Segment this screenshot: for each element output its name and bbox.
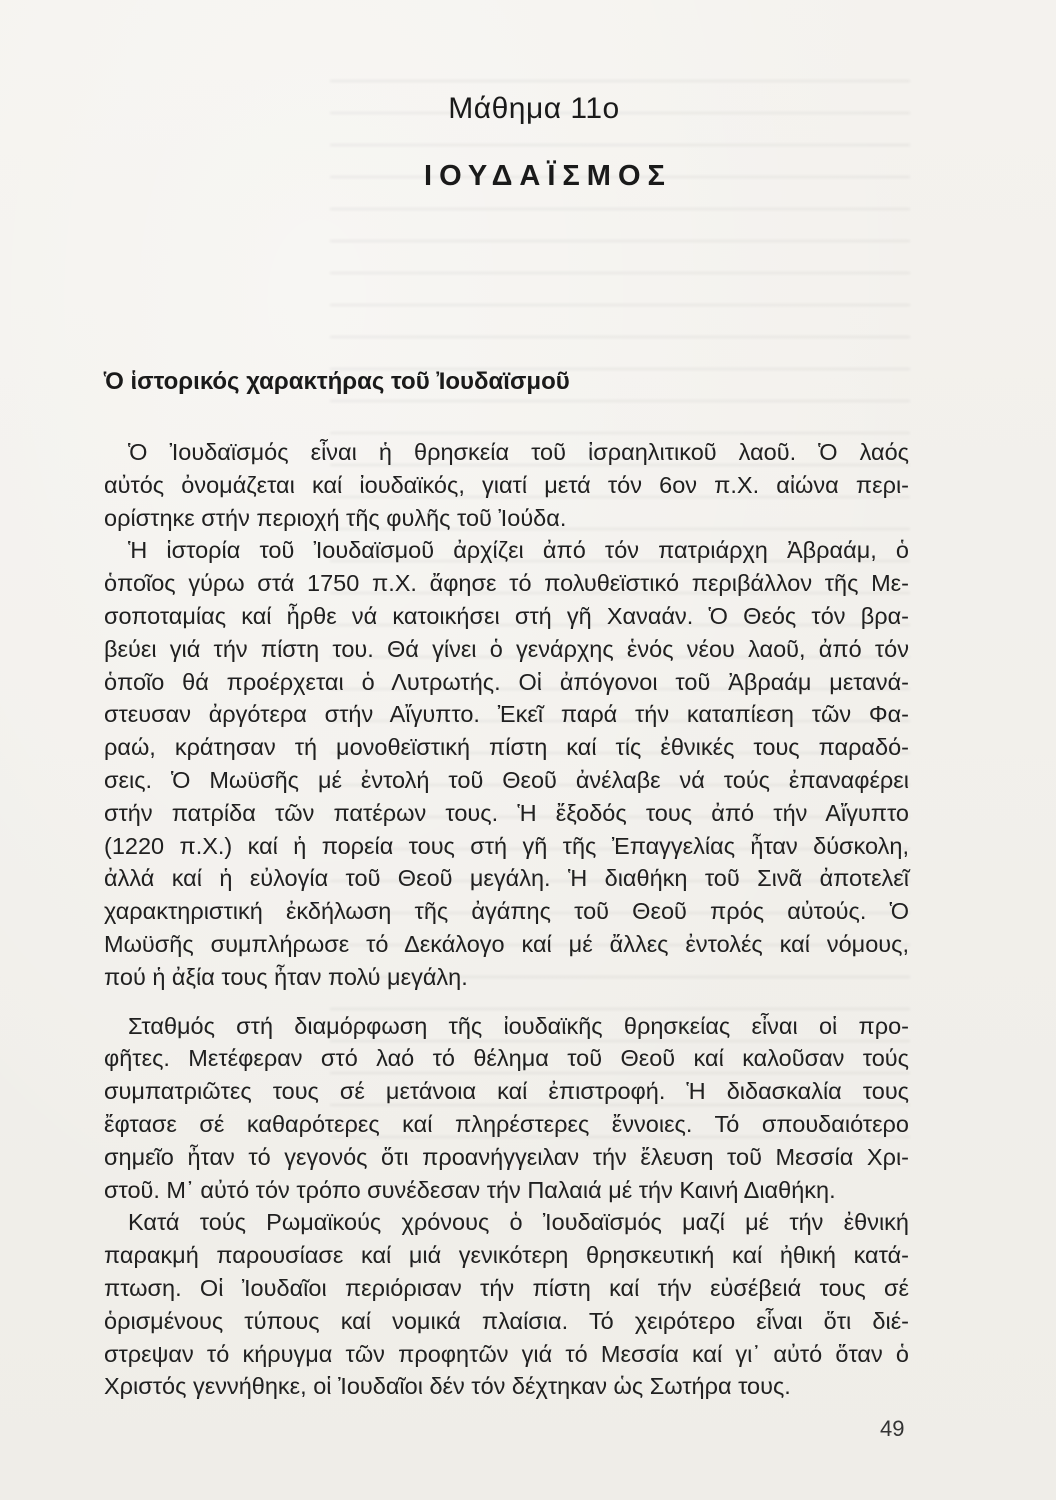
paragraph-1	[104, 436, 909, 534]
text-line: Ὁ Ἰουδαϊσμός εἶναι ἡ θρησκεία τοῦ ἰσραηλιτικοῦ λαοῦ. Ὁ λαός	[128, 439, 909, 465]
text-line: ραώ, κράτησαν τή μονοθεϊστική πίστη καί τίς ἐθνικές τους παραδό-	[104, 734, 909, 761]
text-line: ὁποῖο θά προέρχεται ὁ Λυτρωτής. Οἱ ἀπόγονοι τοῦ Ἀβραάμ μετανά-	[104, 668, 909, 695]
body-text	[104, 436, 909, 1403]
text-line: χαρακτηριστική ἐκδήλωση τῆς ἀγάπης τοῦ Θεοῦ πρός αὐτούς. Ὁ	[104, 898, 909, 925]
text-line: φῆτες. Μετέφεραν στό λαό τό θέλημα τοῦ Θεοῦ καί καλοῦσαν τούς	[104, 1045, 909, 1072]
text-line: πού ἡ ἀξία τους ἦταν πολύ μεγάλη.	[104, 963, 468, 990]
text-line: ἔφτασε σέ καθαρότερες καί πληρέστερες ἔννοιες. Τό σπουδαιότερο	[104, 1110, 909, 1137]
paragraph-gap	[104, 994, 909, 1010]
text-line: (1220 π.Χ.) καί ἡ πορεία τους στή γῆ τῆς Ἐπαγγελίας ἦταν δύσκολη,	[104, 832, 909, 859]
paragraph-3	[104, 1010, 909, 1207]
text-line: σοποταμίας καί ἦρθε νά κατοικήσει στή γῆ Χαναάν. Ὁ Θεός τόν βρα-	[104, 602, 909, 629]
text-line: Μωϋσῆς συμπλήρωσε τό Δεκάλογο καί μέ ἄλλες ἐντολές καί νόμους,	[104, 930, 909, 957]
text-line: Χριστός γεννήθηκε, οἱ Ἰουδαῖοι δέν τόν δέχτηκαν ὡς Σωτήρα τους.	[104, 1373, 791, 1400]
text-line: πτωση. Οἱ Ἰουδαῖοι περιόρισαν τήν πίστη καί τήν εὐσέβειά τους σέ	[104, 1274, 909, 1301]
text-line: ορίστηκε στήν περιοχή τῆς φυλῆς τοῦ Ἰούδα.	[104, 504, 567, 531]
text-line: αὐτός ὀνομάζεται καί ἰουδαϊκός, γιατί μετά τόν 6ον π.Χ. αἰώνα περι-	[104, 471, 909, 498]
paragraph-4	[104, 1206, 909, 1403]
text-line: ἀλλά καί ἡ εὐλογία τοῦ Θεοῦ μεγάλη. Ἡ διαθήκη τοῦ Σινᾶ ἀποτελεῖ	[104, 865, 909, 892]
text-line: στήν πατρίδα τῶν πατέρων τους. Ἡ ἔξοδός τους ἀπό τήν Αἴγυπτο	[104, 799, 909, 826]
text-line: στευσαν ἀργότερα στήν Αἴγυπτο. Ἐκεῖ παρά τήν καταπίεση τῶν Φα-	[104, 701, 909, 728]
text-line: στρεψαν τό κήρυγμα τῶν προφητῶν γιά τό Μεσσία καί γι᾿ αὐτό ὅταν ὁ	[104, 1340, 909, 1367]
text-line: Σταθμός στή διαμόρφωση τῆς ἰουδαϊκῆς θρησκείας εἶναι οἱ προ-	[128, 1012, 909, 1039]
text-line: βεύει γιά τήν πίστη του. Θά γίνει ὁ γενάρχης ἑνός νέου λαοῦ, ἀπό τόν	[104, 635, 909, 662]
paragraph-2	[104, 534, 909, 993]
text-line: στοῦ. Μ᾿ αὐτό τόν τρόπο συνέδεσαν τήν Παλαιά μέ τήν Καινή Διαθήκη.	[104, 1176, 836, 1203]
text-line: συμπατριῶτες τους σέ μετάνοια καί ἐπιστροφή. Ἡ διδασκαλία τους	[104, 1078, 909, 1105]
text-line: παρακμή παρουσίασε καί μιά γενικότερη θρησκευτική καί ἠθική κατά-	[104, 1242, 909, 1269]
page-number: 49	[880, 1416, 905, 1441]
section-heading: Ὁ ἱστορικός χαρακτήρας τοῦ Ἰουδαϊσμοῦ	[104, 368, 570, 395]
text-line: ὁρισμένους τύπους καί νομικά πλαίσια. Τό χειρότερο εἶναι ὅτι διέ-	[104, 1307, 909, 1334]
text-line: σημεῖο ἦταν τό γεγονός ὅτι προανήγγειλαν τήν ἔλευση τοῦ Μεσσία Χρι-	[104, 1143, 909, 1170]
chapter-title: ΙΟΥΔΑΪΣΜΟΣ	[424, 160, 672, 192]
text-line: Ἡ ἱστορία τοῦ Ἰουδαϊσμοῦ ἀρχίζει ἀπό τόν πατριάρχη Ἀβραάμ, ὁ	[128, 537, 909, 564]
text-line: Κατά τούς Ρωμαϊκούς χρόνους ὁ Ἰουδαϊσμός μαζί μέ τήν ἐθνική	[128, 1209, 909, 1236]
text-line: σεις. Ὁ Μωϋσῆς μέ ἐντολή τοῦ Θεοῦ ἀνέλαβε νά τούς ἐπαναφέρει	[104, 766, 909, 793]
text-line: ὁποῖος γύρω στά 1750 π.Χ. ἄφησε τό πολυθεϊστικό περιβάλλον τῆς Με-	[104, 570, 909, 597]
lesson-number: Μάθημα 11ο	[448, 92, 620, 125]
